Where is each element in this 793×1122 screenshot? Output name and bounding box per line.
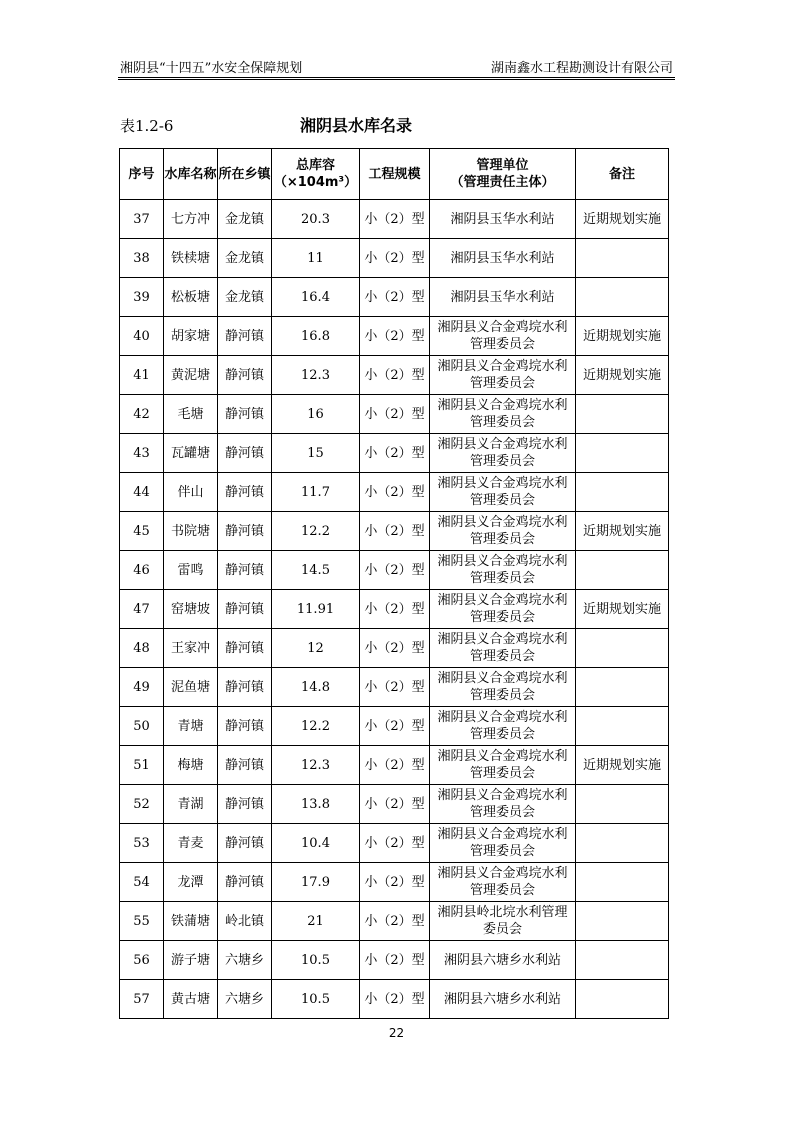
table-row xyxy=(120,434,669,473)
unit-line: 管理委员会 xyxy=(469,844,535,859)
cell-capacity: 12.2 xyxy=(272,707,360,746)
cell-capacity: 12.3 xyxy=(272,356,360,395)
cell-town: 静河镇 xyxy=(218,824,272,863)
table-title: 湘阴县水库名录 xyxy=(300,116,413,135)
cell-scale: 小（2）型 xyxy=(360,746,430,785)
table-header-row xyxy=(120,149,669,200)
cell-note xyxy=(576,941,669,980)
cell-capacity: 12 xyxy=(272,629,360,668)
cell-name: 瓦罐塘 xyxy=(164,434,218,473)
cell-town: 岭北镇 xyxy=(218,902,272,941)
cell-unit xyxy=(430,356,576,395)
table-row xyxy=(120,200,669,239)
cell-capacity: 10.4 xyxy=(272,824,360,863)
unit-line: 委员会 xyxy=(482,922,522,937)
unit-line: 湘阴县玉华水利站 xyxy=(450,250,555,266)
unit-line: 湘阴县义合金鸡垸水利 xyxy=(437,866,568,881)
unit-line: 湘阴县义合金鸡垸水利 xyxy=(437,554,568,569)
cell-unit xyxy=(430,941,576,980)
cell-name: 黄泥塘 xyxy=(164,356,218,395)
cell-name: 游子塘 xyxy=(164,941,218,980)
cell-capacity: 16.4 xyxy=(272,278,360,317)
unit-line: 管理委员会 xyxy=(469,532,535,547)
cell-capacity: 13.8 xyxy=(272,785,360,824)
cell-scale: 小（2）型 xyxy=(360,200,430,239)
cell-note xyxy=(576,629,669,668)
unit-line: 管理委员会 xyxy=(469,766,535,781)
unit-line: 管理委员会 xyxy=(469,688,535,703)
cell-no: 40 xyxy=(120,317,164,356)
cell-unit xyxy=(430,824,576,863)
cell-town: 静河镇 xyxy=(218,473,272,512)
cell-name: 青塘 xyxy=(164,707,218,746)
cell-name: 青麦 xyxy=(164,824,218,863)
cell-town: 静河镇 xyxy=(218,551,272,590)
cell-no: 54 xyxy=(120,863,164,902)
cell-town: 静河镇 xyxy=(218,590,272,629)
column-header-name: 水库名称 xyxy=(164,149,218,200)
cell-unit xyxy=(430,278,576,317)
cell-capacity: 20.3 xyxy=(272,200,360,239)
cell-no: 43 xyxy=(120,434,164,473)
cell-capacity: 16.8 xyxy=(272,317,360,356)
unit-line: 管理委员会 xyxy=(469,727,535,742)
unit-header-line1: 管理单位 xyxy=(476,158,529,173)
unit-line: 湘阴县六塘乡水利站 xyxy=(443,991,561,1007)
cell-name: 青湖 xyxy=(164,785,218,824)
cell-no: 53 xyxy=(120,824,164,863)
table-row xyxy=(120,590,669,629)
table-number: 表1.2-6 xyxy=(120,117,174,135)
cell-note xyxy=(576,239,669,278)
cell-scale: 小（2）型 xyxy=(360,395,430,434)
table-row xyxy=(120,629,669,668)
page-number: 22 xyxy=(388,1026,405,1040)
cell-no: 57 xyxy=(120,980,164,1019)
cell-unit xyxy=(430,512,576,551)
table-row xyxy=(120,902,669,941)
unit-line: 管理委员会 xyxy=(469,454,535,469)
table-row xyxy=(120,551,669,590)
unit-line: 湘阴县岭北垸水利管理 xyxy=(437,905,568,920)
table-row xyxy=(120,356,669,395)
cell-scale: 小（2）型 xyxy=(360,473,430,512)
unit-line: 管理委员会 xyxy=(469,883,535,898)
cell-unit xyxy=(430,317,576,356)
cell-scale: 小（2）型 xyxy=(360,980,430,1019)
cell-name: 窑塘坡 xyxy=(164,590,218,629)
cell-unit xyxy=(430,863,576,902)
cell-town: 静河镇 xyxy=(218,629,272,668)
table-row xyxy=(120,668,669,707)
column-header-no: 序号 xyxy=(120,149,164,200)
cell-capacity: 15 xyxy=(272,434,360,473)
table-row xyxy=(120,863,669,902)
cell-scale: 小（2）型 xyxy=(360,668,430,707)
unit-line: 管理委员会 xyxy=(469,571,535,586)
table-row xyxy=(120,746,669,785)
cell-note: 近期规划实施 xyxy=(576,746,669,785)
cell-note xyxy=(576,902,669,941)
cell-name: 雷鸣 xyxy=(164,551,218,590)
cell-scale: 小（2）型 xyxy=(360,707,430,746)
cell-capacity: 14.5 xyxy=(272,551,360,590)
cell-name: 王家冲 xyxy=(164,629,218,668)
table-row xyxy=(120,473,669,512)
table-row xyxy=(120,980,669,1019)
cell-capacity: 14.8 xyxy=(272,668,360,707)
unit-line: 湘阴县义合金鸡垸水利 xyxy=(437,320,568,335)
cell-town: 六塘乡 xyxy=(218,941,272,980)
cell-name: 七方冲 xyxy=(164,200,218,239)
cell-no: 52 xyxy=(120,785,164,824)
column-header-town: 所在乡镇 xyxy=(218,149,272,200)
cell-no: 49 xyxy=(120,668,164,707)
cell-unit xyxy=(430,590,576,629)
cell-scale: 小（2）型 xyxy=(360,317,430,356)
unit-header-line2: （管理责任主体） xyxy=(450,175,555,190)
unit-line: 管理委员会 xyxy=(469,337,535,352)
unit-line: 湘阴县玉华水利站 xyxy=(450,289,555,305)
cell-town: 静河镇 xyxy=(218,317,272,356)
cell-scale: 小（2）型 xyxy=(360,902,430,941)
cell-town: 静河镇 xyxy=(218,785,272,824)
cell-no: 55 xyxy=(120,902,164,941)
cell-scale: 小（2）型 xyxy=(360,434,430,473)
cell-unit xyxy=(430,395,576,434)
cell-scale: 小（2）型 xyxy=(360,590,430,629)
unit-line: 湘阴县义合金鸡垸水利 xyxy=(437,593,568,608)
table-row xyxy=(120,395,669,434)
table-row xyxy=(120,317,669,356)
cell-capacity: 11.7 xyxy=(272,473,360,512)
table-row xyxy=(120,278,669,317)
cell-note xyxy=(576,278,669,317)
cell-no: 38 xyxy=(120,239,164,278)
capacity-header-line2: （×104m³） xyxy=(273,175,358,190)
cell-unit xyxy=(430,473,576,512)
cell-unit xyxy=(430,785,576,824)
unit-line: 湘阴县六塘乡水利站 xyxy=(443,952,561,968)
cell-capacity: 16 xyxy=(272,395,360,434)
table-body xyxy=(120,200,669,1019)
cell-town: 静河镇 xyxy=(218,707,272,746)
cell-no: 39 xyxy=(120,278,164,317)
cell-unit xyxy=(430,629,576,668)
unit-line: 湘阴县义合金鸡垸水利 xyxy=(437,398,568,413)
cell-unit xyxy=(430,668,576,707)
cell-unit xyxy=(430,200,576,239)
cell-town: 静河镇 xyxy=(218,356,272,395)
cell-no: 50 xyxy=(120,707,164,746)
cell-no: 44 xyxy=(120,473,164,512)
unit-line: 湘阴县玉华水利站 xyxy=(450,211,555,227)
cell-town: 静河镇 xyxy=(218,746,272,785)
unit-line: 管理委员会 xyxy=(469,610,535,625)
cell-name: 伴山 xyxy=(164,473,218,512)
header-divider xyxy=(118,79,675,80)
table-row xyxy=(120,785,669,824)
cell-note: 近期规划实施 xyxy=(576,512,669,551)
cell-note xyxy=(576,551,669,590)
cell-note xyxy=(576,668,669,707)
cell-unit xyxy=(430,551,576,590)
cell-town: 金龙镇 xyxy=(218,239,272,278)
cell-unit xyxy=(430,980,576,1019)
cell-capacity: 10.5 xyxy=(272,941,360,980)
unit-line: 湘阴县义合金鸡垸水利 xyxy=(437,359,568,374)
cell-capacity: 12.2 xyxy=(272,512,360,551)
capacity-header-line1: 总库容 xyxy=(295,158,335,173)
column-header-note: 备注 xyxy=(576,149,669,200)
cell-unit xyxy=(430,902,576,941)
cell-scale: 小（2）型 xyxy=(360,278,430,317)
cell-unit xyxy=(430,239,576,278)
cell-name: 毛塘 xyxy=(164,395,218,434)
cell-unit xyxy=(430,746,576,785)
cell-scale: 小（2）型 xyxy=(360,239,430,278)
column-header-scale: 工程规模 xyxy=(360,149,430,200)
cell-name: 梅塘 xyxy=(164,746,218,785)
cell-town: 静河镇 xyxy=(218,434,272,473)
cell-note: 近期规划实施 xyxy=(576,200,669,239)
unit-line: 管理委员会 xyxy=(469,376,535,391)
unit-line: 管理委员会 xyxy=(469,493,535,508)
cell-note xyxy=(576,824,669,863)
column-header-unit xyxy=(430,149,576,200)
cell-note xyxy=(576,980,669,1019)
cell-no: 46 xyxy=(120,551,164,590)
table-row xyxy=(120,941,669,980)
cell-town: 金龙镇 xyxy=(218,278,272,317)
cell-name: 胡家塘 xyxy=(164,317,218,356)
unit-line: 管理委员会 xyxy=(469,649,535,664)
cell-scale: 小（2）型 xyxy=(360,941,430,980)
cell-scale: 小（2）型 xyxy=(360,629,430,668)
reservoir-table xyxy=(119,148,669,1019)
cell-scale: 小（2）型 xyxy=(360,785,430,824)
page-header xyxy=(118,55,675,78)
cell-note: 近期规划实施 xyxy=(576,317,669,356)
cell-town: 静河镇 xyxy=(218,668,272,707)
unit-line: 湘阴县义合金鸡垸水利 xyxy=(437,476,568,491)
cell-note xyxy=(576,473,669,512)
cell-name: 黄古塘 xyxy=(164,980,218,1019)
cell-scale: 小（2）型 xyxy=(360,551,430,590)
cell-capacity: 10.5 xyxy=(272,980,360,1019)
cell-capacity: 11 xyxy=(272,239,360,278)
cell-name: 铁蒲塘 xyxy=(164,902,218,941)
cell-unit xyxy=(430,434,576,473)
cell-note xyxy=(576,395,669,434)
unit-line: 湘阴县义合金鸡垸水利 xyxy=(437,515,568,530)
cell-town: 静河镇 xyxy=(218,512,272,551)
header-company-name: 湖南鑫水工程勘测设计有限公司 xyxy=(490,61,673,76)
cell-town: 金龙镇 xyxy=(218,200,272,239)
unit-line: 管理委员会 xyxy=(469,805,535,820)
cell-scale: 小（2）型 xyxy=(360,356,430,395)
cell-note: 近期规划实施 xyxy=(576,356,669,395)
unit-line: 湘阴县义合金鸡垸水利 xyxy=(437,749,568,764)
cell-note xyxy=(576,434,669,473)
cell-town: 静河镇 xyxy=(218,863,272,902)
unit-line: 管理委员会 xyxy=(469,415,535,430)
cell-no: 45 xyxy=(120,512,164,551)
cell-name: 松板塘 xyxy=(164,278,218,317)
unit-line: 湘阴县义合金鸡垸水利 xyxy=(437,437,568,452)
column-header-capacity xyxy=(272,149,360,200)
cell-note xyxy=(576,785,669,824)
cell-unit xyxy=(430,707,576,746)
cell-name: 泥鱼塘 xyxy=(164,668,218,707)
unit-line: 湘阴县义合金鸡垸水利 xyxy=(437,710,568,725)
table-row xyxy=(120,512,669,551)
cell-scale: 小（2）型 xyxy=(360,863,430,902)
cell-no: 37 xyxy=(120,200,164,239)
cell-name: 书院塘 xyxy=(164,512,218,551)
unit-line: 湘阴县义合金鸡垸水利 xyxy=(437,827,568,842)
cell-no: 48 xyxy=(120,629,164,668)
cell-town: 静河镇 xyxy=(218,395,272,434)
cell-note xyxy=(576,863,669,902)
unit-line: 湘阴县义合金鸡垸水利 xyxy=(437,632,568,647)
cell-scale: 小（2）型 xyxy=(360,512,430,551)
cell-no: 56 xyxy=(120,941,164,980)
table-row xyxy=(120,707,669,746)
table-row xyxy=(120,824,669,863)
cell-scale: 小（2）型 xyxy=(360,824,430,863)
cell-capacity: 11.91 xyxy=(272,590,360,629)
cell-capacity: 21 xyxy=(272,902,360,941)
cell-town: 六塘乡 xyxy=(218,980,272,1019)
header-document-title: 湘阴县“十四五”水安全保障规划 xyxy=(120,61,303,76)
cell-note xyxy=(576,707,669,746)
cell-no: 47 xyxy=(120,590,164,629)
unit-line: 湘阴县义合金鸡垸水利 xyxy=(437,671,568,686)
cell-name: 铁椟塘 xyxy=(164,239,218,278)
cell-no: 41 xyxy=(120,356,164,395)
cell-capacity: 12.3 xyxy=(272,746,360,785)
cell-no: 51 xyxy=(120,746,164,785)
cell-no: 42 xyxy=(120,395,164,434)
cell-name: 龙潭 xyxy=(164,863,218,902)
cell-capacity: 17.9 xyxy=(272,863,360,902)
cell-note: 近期规划实施 xyxy=(576,590,669,629)
unit-line: 湘阴县义合金鸡垸水利 xyxy=(437,788,568,803)
table-row xyxy=(120,239,669,278)
